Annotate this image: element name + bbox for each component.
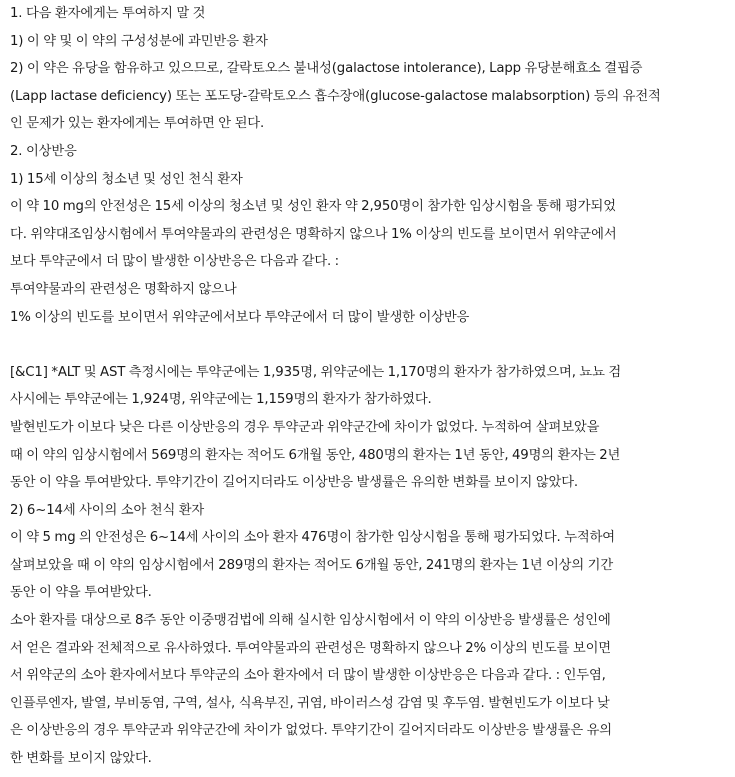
paragraph-line: 다. 위약대조임상시험에서 투여약물과의 관련성은 명확하지 않으나 1% 이상의 빈도를 보이면서 위약군에서 bbox=[10, 226, 617, 242]
paragraph-line: 2) 이 약은 유당을 함유하고 있으므로, 갈락토오스 불내성(galactose intolerance), Lapp 유당분해효소 결핍증 bbox=[10, 61, 643, 77]
paragraph-line: 발현빈도가 이보다 낮은 다른 이상반응의 경우 투약군과 위약군간에 차이가 없었다. 누적하여 살펴보았을 bbox=[10, 419, 600, 435]
paragraph-line: 이 약 10 mg의 안전성은 15세 이상의 청소년 및 성인 환자 약 2,950명이 참가한 임상시험을 통해 평가되었 bbox=[10, 199, 616, 215]
paragraph-line: 서 얻은 결과와 전체적으로 유사하였다. 투여약물과의 관련성은 명확하지 않으나 2% 이상의 빈도를 보이면 bbox=[10, 640, 611, 656]
paragraph-line: 인 문제가 있는 환자에게는 투여하면 안 된다. bbox=[10, 116, 265, 132]
paragraph-line: 동안 이 약을 투여받았다. 투약기간이 길어지더라도 이상반응 발생률은 유의한 변화를 보이지 않았다. bbox=[10, 475, 578, 491]
subsection-heading: 1) 15세 이상의 청소년 및 성인 천식 환자 bbox=[10, 171, 243, 187]
paragraph-line: 보다 투약군에서 더 많이 발생한 이상반응은 다음과 같다. : bbox=[10, 254, 339, 270]
section-heading: 1. 다음 환자에게는 투여하지 말 것 bbox=[10, 6, 206, 21]
paragraph-line: 투여약물과의 관련성은 명확하지 않으나 bbox=[10, 281, 237, 297]
paragraph-line: 때 이 약의 임상시험에서 569명의 환자는 적어도 6개월 동안, 480명의 환자는 1년 동안, 49명의 환자는 2년 bbox=[10, 447, 621, 463]
paragraph-line: 인플루엔자, 발열, 부비동염, 구역, 설사, 식욕부진, 귀염, 바이러스성 감염 및 후두염. 발현빈도가 이보다 낮 bbox=[10, 695, 610, 711]
paragraph-line: 은 이상반응의 경우 투약군과 위약군간에 차이가 없었다. 투약기간이 길어지더라도 이상반응 발생률은 유의 bbox=[10, 723, 612, 739]
paragraph-line: 1) 이 약 및 이 약의 구성성분에 과민반응 환자 bbox=[10, 33, 268, 49]
paragraph-line: 서 위약군의 소아 환자에서보다 투약군의 소아 환자에서 더 많이 발생한 이상반응은 다음과 같다. : 인두염, bbox=[10, 668, 606, 684]
section-heading: 2. 이상반응 bbox=[10, 143, 77, 159]
paragraph-line: 살펴보았을 때 이 약의 임상시험에서 289명의 환자는 적어도 6개월 동안, 241명의 환자는 1년 이상의 기간 bbox=[10, 557, 614, 573]
paragraph-line: (Lapp lactase deficiency) 또는 포도당-갈락토오스 흡수장애(glucose-galactose malabsorption) 등의 유전적 bbox=[10, 88, 661, 104]
paragraph-line: 소아 환자를 대상으로 8주 동안 이중맹검법에 의해 실시한 임상시험에서 이 약의 이상반응 발생률은 성인에 bbox=[10, 613, 611, 629]
paragraph-line: 1% 이상의 빈도를 보이면서 위약군에서보다 투약군에서 더 많이 발생한 이상반응 bbox=[10, 309, 470, 325]
paragraph-line: 사시에는 투약군에는 1,924명, 위약군에는 1,159명의 환자가 참가하였다. bbox=[10, 392, 432, 408]
paragraph-line: [&C1] *ALT 및 AST 측정시에는 투약군에는 1,935명, 위약군에는 1,170명의 환자가 참가하였으며, 뇨뇨 검 bbox=[10, 364, 622, 380]
paragraph-line: 이 약 5 mg 의 안전성은 6~14세 사이의 소아 환자 476명이 참가한 임상시험을 통해 평가되었다. 누적하여 bbox=[10, 530, 615, 546]
subsection-heading: 2) 6~14세 사이의 소아 천식 환자 bbox=[10, 502, 205, 518]
paragraph-line: 동안 이 약을 투여받았다. bbox=[10, 585, 152, 601]
paragraph-line: 한 변화를 보이지 않았다. bbox=[10, 751, 152, 767]
blank-line bbox=[10, 331, 735, 359]
